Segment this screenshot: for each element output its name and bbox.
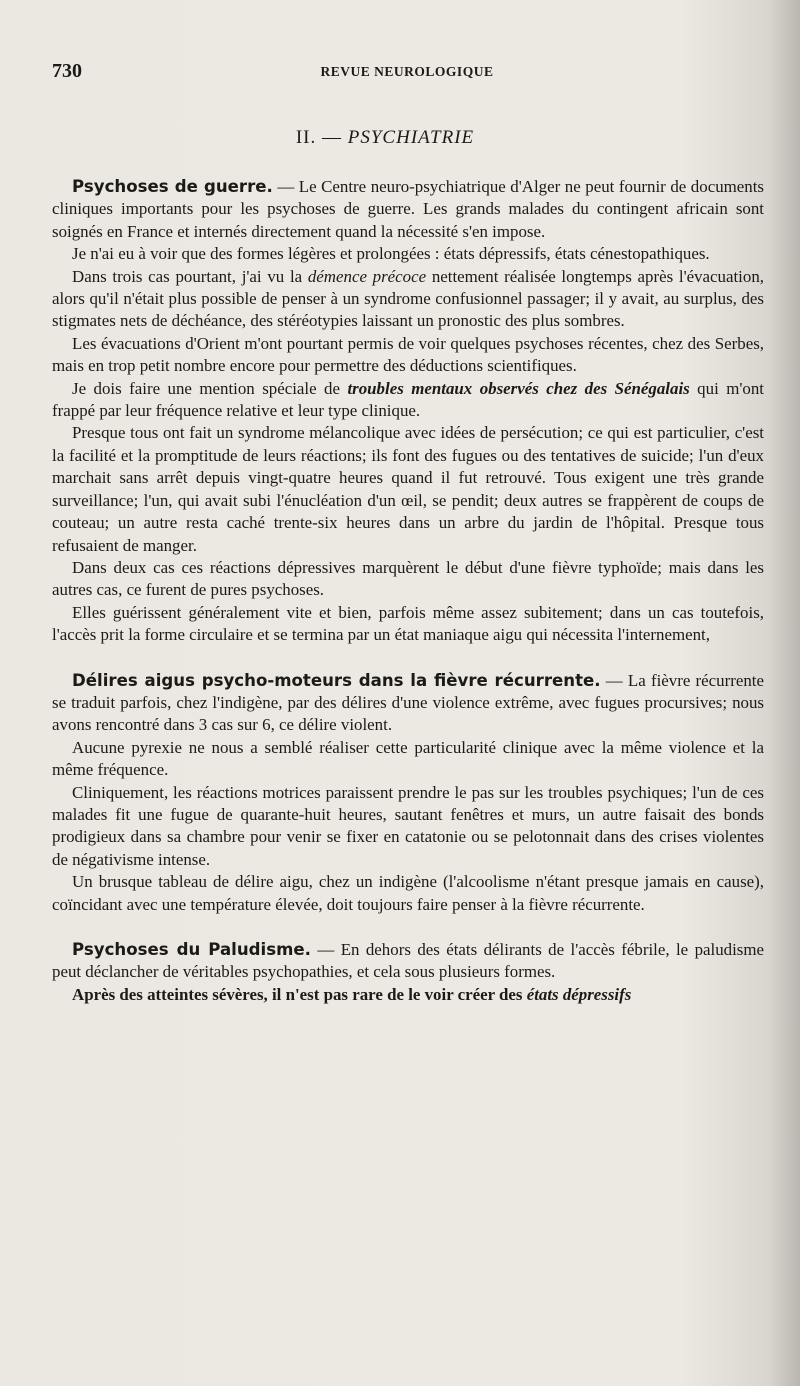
paragraph: [52, 670, 764, 737]
paragraph-text: — La fièvre récurrente se traduit parfois, chez l'indigène, par des délires d'une violence extrême, avec fugues procursives; nous avons rencontré dans 3 cas sur 6, ce délire violent.: [52, 670, 764, 735]
section-name: PSYCHIATRIE: [347, 127, 475, 148]
paragraph: Presque tous ont fait un syndrome mélancolique avec idées de persécution; ce qui est particulier, c'est la facilité et la promptitude de leurs réactions; ils font des fugues ou des tentatives de suicide; l'un d'eux marchait sans arrêt depuis vingt-quatre heures quand il fut retrouvé. Tous exigent une très grande surveillance; l'un, qui avait subi l'énucléation d'un œil, se pendit; deux autres se frappèrent de coups de couteau; un autre resta caché trente-six heures dans un arbre du jardin de l'hôpital. Presque tous refusaient de manger.: [52, 423, 764, 555]
paragraph: [52, 378, 764, 423]
paragraph: [52, 266, 764, 333]
paragraph-text: — Le Centre neuro-psychiatrique d'Alger ne peut fournir de documents cliniques importants pour les psychoses de guerre. Les grands malades du contingent africain sont soignés en France et internés directement quand la nécessité s'en impose.: [52, 177, 764, 241]
article-body: [52, 176, 764, 1006]
paragraph: Je n'ai eu à voir que des formes légères et prolongées : états dépressifs, états cénestopathiques.: [72, 244, 710, 264]
section-gap: [52, 916, 764, 939]
running-title: REVUE NEUROLOGIQUE: [320, 64, 494, 79]
paragraph-text: Dans trois cas pourtant, j'ai vu la: [72, 266, 308, 286]
italic-term: démence précoce: [307, 266, 427, 286]
paragraph-text: nettement réalisée longtemps après l'évacuation, alors qu'il n'était plus possible de penser à un syndrome confusionnel passager; il y avait, au surplus, des stigmates nets de déchéance, des stéréotypies laissant un pronostic des plus sombres.: [52, 266, 764, 331]
paragraph: [52, 176, 764, 243]
page-header: [52, 60, 762, 84]
page-number: 730: [52, 60, 82, 82]
paragraph: Un brusque tableau de délire aigu, chez un indigène (l'alcoolisme n'étant presque jamais en cause), coïncidant avec une température élevée, doit toujours faire penser à la fièvre récurrente.: [52, 872, 764, 914]
paragraph: Elles guérissent généralement vite et bien, parfois même assez subitement; dans un cas toutefois, l'accès prit la forme circulaire et se termina par un état maniaque aigu qui nécessita l'internement,: [52, 602, 764, 645]
paragraph-text: — En dehors des états délirants de l'accès fébrile, le paludisme peut déclancher de véritables psychopathies, et cela sous plusieurs formes.: [52, 940, 764, 982]
section-gap: [52, 647, 764, 670]
run-in-heading: Psychoses de guerre.: [72, 177, 273, 196]
paragraph-text: qui m'ont frappé par leur fréquence relative et leur type clinique.: [52, 378, 764, 421]
italic-term: états dépressifs: [526, 984, 632, 1004]
paragraph: Les évacuations d'Orient m'ont pourtant permis de voir quelques psychoses récentes, chez des Serbes, mais en trop petit nombre encore pour permettre des déductions scientifiques.: [52, 333, 764, 376]
italic-term: troubles mentaux observés chez des Sénégalais: [347, 378, 690, 398]
paragraph: Aucune pyrexie ne nous a semblé réaliser cette particularité clinique avec la même violence et la même fréquence.: [52, 737, 764, 780]
run-in-heading: Délires aigus psycho-moteurs dans la fièvre récurrente.: [72, 670, 601, 690]
run-in-heading: Psychoses du Paludisme.: [72, 940, 311, 959]
paragraph: [52, 984, 764, 1006]
paragraph: Cliniquement, les réactions motrices paraissent prendre le pas sur les troubles psychiques; l'un de ces malades fit une fugue de quarante-huit heures, sautant fenêtres et murs, un autre faisait des bonds prodigieux dans sa chambre pour venir se fixer en catatonie ou se pelotonnait dans des crises violentes de négativisme intense.: [52, 782, 764, 869]
section-title: [0, 127, 770, 149]
paragraph: [52, 939, 764, 984]
paragraph-text: Après des atteintes sévères, il n'est pas rare de le voir créer des: [72, 984, 527, 1004]
paragraph: Dans deux cas ces réactions dépressives marquèrent le début d'une fièvre typhoïde; mais dans les autres cas, ce furent de pures psychoses.: [52, 557, 764, 600]
paragraph-text: Je dois faire une mention spéciale de: [72, 378, 348, 398]
section-number: II. —: [295, 127, 342, 148]
